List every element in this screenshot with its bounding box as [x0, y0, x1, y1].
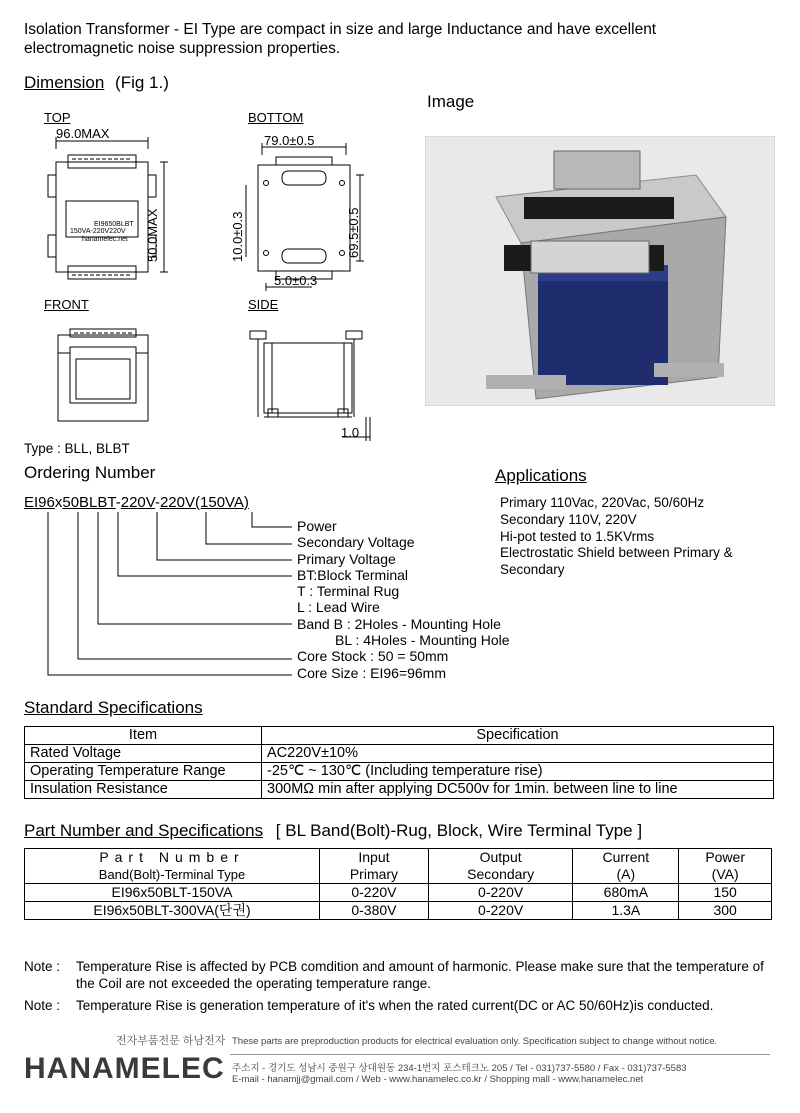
table-row — [25, 763, 774, 781]
legend-primary: Primary Voltage — [297, 550, 396, 567]
header-current-sub: (A) — [616, 866, 636, 882]
header-part-number — [25, 849, 320, 884]
header-specification: Specification — [262, 727, 774, 745]
code-core-size: EI96 — [24, 494, 55, 511]
dimension-drawings — [20, 125, 420, 445]
table-row — [25, 745, 774, 763]
footer-contact: E-mail - hanamjj@gmail.com / Web - www.hanamelec.co.kr / Shopping mall - www.hanamelec.net — [232, 1074, 644, 1085]
power-cell: 150 — [679, 884, 772, 902]
code-band: BL — [79, 494, 98, 511]
side-dimension: 1.0 — [341, 425, 360, 440]
ordering-leader-lines — [20, 510, 310, 680]
header-power-sub: (VA) — [711, 866, 739, 882]
bottom-offset-dimension: 5.0±0.3 — [274, 273, 318, 288]
top-width-dimension: 96.0MAX — [56, 126, 110, 141]
footer-disclaimer: These parts are preproduction products for electrical evaluation only. Specification subject to change without notice. — [232, 1036, 718, 1047]
footer — [24, 1030, 774, 1094]
header-current-title: Current — [602, 849, 650, 865]
part-subheading: [ BL Band(Bolt)-Rug, Block, Wire Terminal Type ] — [275, 821, 643, 840]
table-row — [25, 902, 772, 920]
legend-terminal-rug: T : Terminal Rug — [297, 583, 400, 600]
bottom-view-label: BOTTOM — [248, 110, 304, 125]
legend-core-size: Core Size : EI96=96mm — [297, 664, 447, 681]
applications-heading: Applications — [495, 466, 587, 485]
input-cell: 0-380V — [320, 902, 429, 920]
part-number-cell: EI96x50BLT-300VA(단권) — [25, 902, 320, 920]
transformer-illustration — [426, 137, 774, 405]
nameplate-line-2: 150VA-220V220V — [70, 228, 126, 235]
nameplate-line-3: hanamelec.net — [82, 236, 128, 243]
type-line: Type : BLL, BLBT — [24, 441, 130, 456]
current-cell: 680mA — [573, 884, 679, 902]
code-core-stock: 50 — [62, 494, 80, 511]
dimension-heading: Dimension — [24, 73, 105, 92]
table-header-row — [25, 727, 774, 745]
output-cell: 0-220V — [428, 902, 572, 920]
front-view-drawing — [58, 329, 148, 421]
standard-spec-heading: Standard Specifications — [24, 698, 203, 717]
part-number-cell: EI96x50BLT-150VA — [25, 884, 320, 902]
header-current — [573, 849, 679, 884]
spec-value: -25℃ ~ 130℃ (Including temperature rise) — [262, 763, 774, 781]
standard-spec-table — [24, 726, 774, 799]
header-output-sub: Secondary — [467, 866, 535, 882]
note-2 — [24, 997, 784, 1014]
part-heading-row — [24, 821, 642, 841]
legend-block-terminal: BT:Block Terminal — [297, 566, 409, 583]
legend-band-bl: BL : 4Holes - Mounting Hole — [335, 632, 510, 649]
current-cell: 1.3A — [573, 902, 679, 920]
part-spec-table — [24, 848, 772, 920]
legend-lead-wire: L : Lead Wire — [297, 599, 380, 616]
header-output-title: Output — [479, 849, 522, 865]
header-input-sub: Primary — [349, 866, 399, 882]
bottom-right-dimension: 69.5±0.5 — [346, 207, 361, 258]
ordering-code — [24, 494, 249, 511]
header-output — [428, 849, 572, 884]
code-secondary: 220V — [159, 494, 196, 511]
output-cell: 0-220V — [428, 884, 572, 902]
company-tagline: 전자부품전문 하남전자 — [116, 1035, 226, 1047]
bottom-left-dimension: 10.0±0.3 — [230, 211, 245, 262]
ordering-heading: Ordering Number — [24, 463, 156, 482]
header-power — [679, 849, 772, 884]
code-x: x — [54, 494, 63, 511]
company-logo: HANAMELEC — [24, 1052, 225, 1085]
legend-secondary: Secondary Voltage — [297, 534, 415, 551]
top-view-label: TOP — [44, 110, 71, 125]
spec-value: AC220V±10% — [262, 745, 774, 763]
application-item: Electrostatic Shield between Primary & Secondary — [500, 545, 733, 578]
power-cell: 300 — [679, 902, 772, 920]
note-1 — [24, 958, 764, 992]
note-text: Temperature Rise is affected by PCB comdition and amount of harmonic. Please make sure that the temperature of the Coil are not exceeded the operating temperature range. — [76, 959, 764, 991]
header-power-title: Power — [705, 849, 745, 865]
transformer-photo — [425, 136, 775, 406]
header-item: Item — [25, 727, 262, 745]
code-primary: 220V — [120, 494, 155, 511]
header-part-number-sub: Band(Bolt)-Terminal Type — [98, 867, 246, 882]
legend-power: Power — [297, 518, 337, 534]
footer-address: 주소지 - 경기도 성남시 중원구 상대원동 234-1번지 포스테크노 205 / Tel - 031)737-5580 / Fax - 031)737-5583 — [232, 1063, 687, 1074]
bottom-width-dimension: 79.0±0.5 — [264, 133, 315, 148]
header-input-title: Input — [358, 849, 390, 865]
spec-item: Insulation Resistance — [25, 781, 262, 799]
application-item: Hi-pot tested to 1.5KVrms — [500, 528, 655, 544]
code-dash-2: - — [154, 494, 160, 511]
part-heading: Part Number and Specifications — [24, 821, 264, 840]
code-power: (150VA) — [195, 494, 249, 511]
side-view-label: SIDE — [248, 297, 279, 312]
dimension-heading-row — [24, 73, 169, 93]
top-height-dimension: 50.0MAX — [145, 208, 160, 262]
intro-text: Isolation Transformer - EI Type are compact in size and large Inductance and have excellent electromagnetic noise suppression properties. — [24, 21, 657, 57]
header-part-number-title: Part Number — [99, 849, 245, 865]
figure-label: (Fig 1.) — [115, 73, 169, 92]
table-row — [25, 884, 772, 902]
applications-list — [500, 495, 790, 579]
footer-divider — [230, 1054, 770, 1055]
note-label: Note : — [24, 998, 61, 1013]
legend-band-b: Band B : 2Holes - Mounting Hole — [297, 615, 501, 632]
nameplate-line-1: EI9650BLBT — [94, 221, 134, 228]
header-input — [320, 849, 429, 884]
input-cell: 0-220V — [320, 884, 429, 902]
application-item: Secondary 110V, 220V — [500, 511, 637, 527]
table-header-row — [25, 849, 772, 884]
ordering-legend — [297, 518, 510, 681]
code-dash-1: - — [115, 494, 121, 511]
legend-core-stock: Core Stock : 50 = 50mm — [297, 648, 449, 665]
code-terminal: BT — [97, 494, 116, 511]
spec-item: Operating Temperature Range — [25, 763, 262, 781]
note-text: Temperature Rise is generation temperature of it's when the rated current(DC or AC 50/60Hz)is conducted. — [76, 998, 714, 1013]
table-row — [25, 781, 774, 799]
front-view-label: FRONT — [44, 297, 89, 312]
application-item: Primary 110Vac, 220Vac, 50/60Hz — [500, 495, 705, 510]
image-heading: Image — [427, 92, 475, 111]
note-label: Note : — [24, 959, 61, 974]
spec-value: 300MΩ min after applying DC500v for 1min. between line to line — [262, 781, 774, 799]
spec-item: Rated Voltage — [25, 745, 262, 763]
